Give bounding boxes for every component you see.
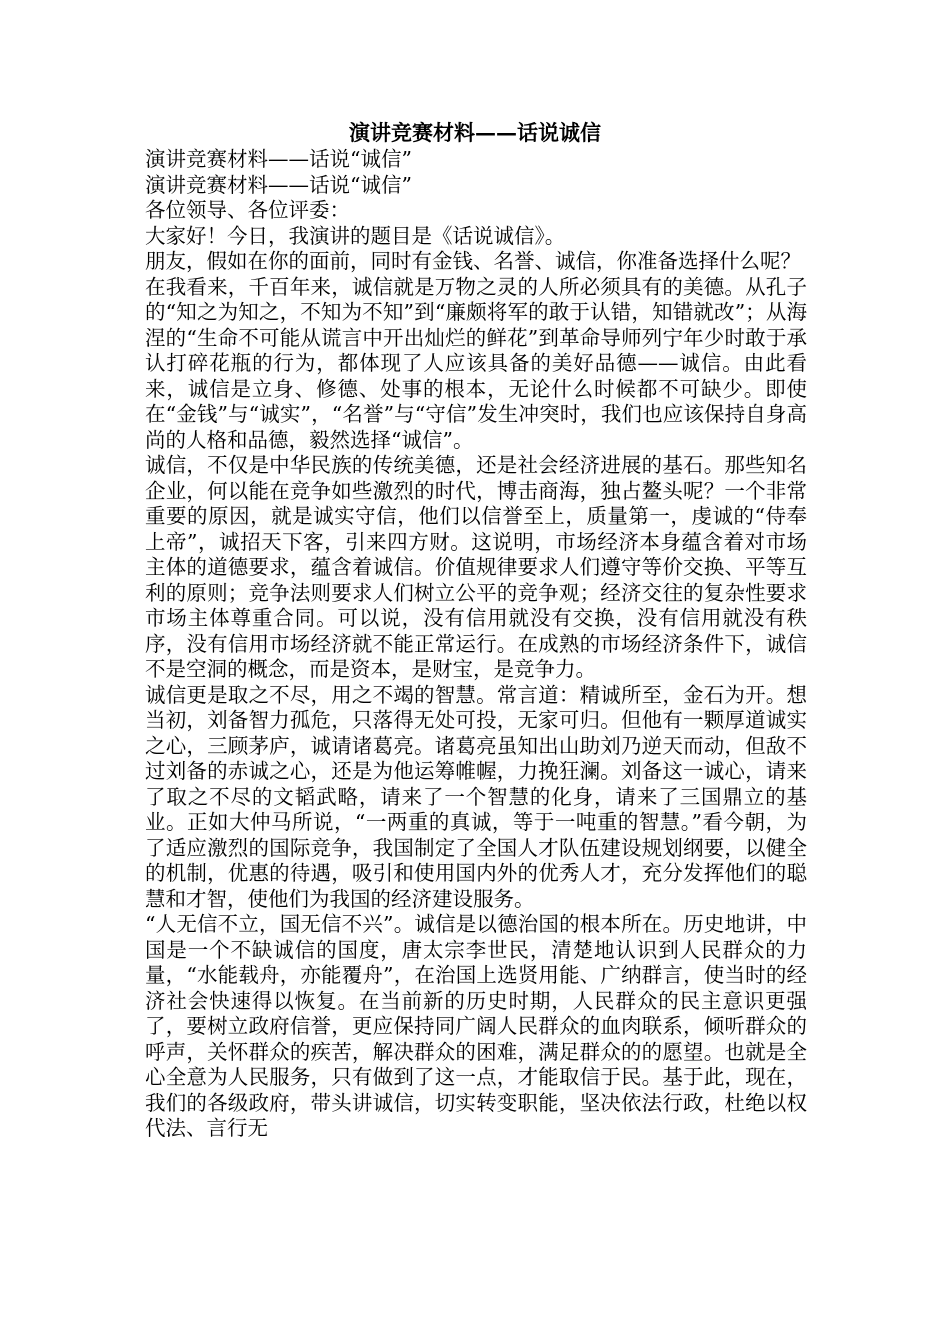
- document-title: 演讲竞赛材料——话说诚信: [349, 120, 601, 145]
- body-paragraph: 诚信，不仅是中华民族的传统美德，还是社会经济进展的基石。那些知名企业，何以能在竞争如些激烈的时代，博击商海，独占鳌头呢？一个非常重要的原因，就是诚实守信，他们以信誉至上，质量第一，虔诚的“侍奉上帝”，诚招天下客，引来四方财。这说明，市场经济本身蕴含着对市场主体的道德要求，蕴含着诚信。价值规律要求人们遵守等价交换、平等互利的原则；竞争法则要求人们树立公平的竞争观；经济交往的复杂性要求市场主体尊重合同。可以说，没有信用就没有交换，没有信用就没有秩序，没有信用市场经济就不能正常运行。在成熟的市场经济条件下，诚信不是空洞的概念，而是资本，是财宝，是竞争力。: [145, 453, 807, 681]
- body-paragraph: “人无信不立，国无信不兴”。诚信是以德治国的根本所在。历史地讲，中国是一个不缺诚信的国度，唐太宗李世民，清楚地认识到人民群众的力量，“水能载舟，亦能覆舟”，在治国上选贤用能、广纳群言，使当时的经济社会快速得以恢复。在当前新的历史时期，人民群众的民主意识更强了，要树立政府信誉，更应保持同广阔人民群众的血肉联系，倾听群众的呼声，关怀群众的疾苦，解决群众的困难，满足群众的的愿望。也就是全心全意为人民服务，只有做到了这一点，才能取信于民。基于此，现在，我们的各级政府，带头讲诚信，切实转变职能，坚决依法行政，杜绝以权代法、言行无: [145, 912, 807, 1140]
- body-paragraph: 在我看来，千百年来，诚信就是万物之灵的人所必须具有的美德。从孔子的“知之为知之，不知为不知”到“廉颇将军的敢于认错，知错就改”；从海涅的“生命不可能从谎言中开出灿烂的鲜花”到革命导师列宁年少时敢于承认打碎花瓶的行为，都体现了人应该具备的美好品德——诚信。由此看来，诚信是立身、修德、处事的根本，无论什么时候都不可缺少。即使在“金钱”与“诚实”，“名誉”与“守信”发生冲突时，我们也应该保持自身高尚的人格和品德，毅然选择“诚信”。: [145, 274, 807, 452]
- body-paragraph: 诚信更是取之不尽，用之不竭的智慧。常言道：精诚所至，金石为开。想当初，刘备智力孤危，只落得无处可投，无家可归。但他有一颗厚道诚实之心，三顾茅庐，诚请诸葛亮。诸葛亮虽知出山助刘乃逆天而动，但敌不过刘备的赤诚之心，还是为他运筹帷幄，力挽狂澜。刘备这一诚心，请来了取之不尽的文韬武略，请来了一个智慧的化身，请来了三国鼎立的基业。正如大仲马所说，“一两重的真诚，等于一吨重的智慧。”看今朝，为了适应激烈的国际竞争，我国制定了全国人才队伍建设规划纲要，以健全的机制，优惠的待遇，吸引和使用国内外的优秀人才，充分发挥他们的聪慧和才智，使他们为我国的经济建设服务。: [145, 682, 807, 911]
- salutation: 各位领导、各位评委：: [145, 198, 350, 222]
- body-paragraph: 朋友，假如在你的面前，同时有金钱、名誉、诚信，你准备选择什么呢？: [145, 249, 801, 273]
- greeting-paragraph: 大家好！今日，我演讲的题目是《话说诚信》。: [145, 223, 566, 248]
- document-body: [145, 147, 807, 1142]
- subtitle-line: 演讲竞赛材料——话说“诚信”: [145, 147, 412, 171]
- subtitle-line: 演讲竞赛材料——话说“诚信”: [145, 172, 412, 197]
